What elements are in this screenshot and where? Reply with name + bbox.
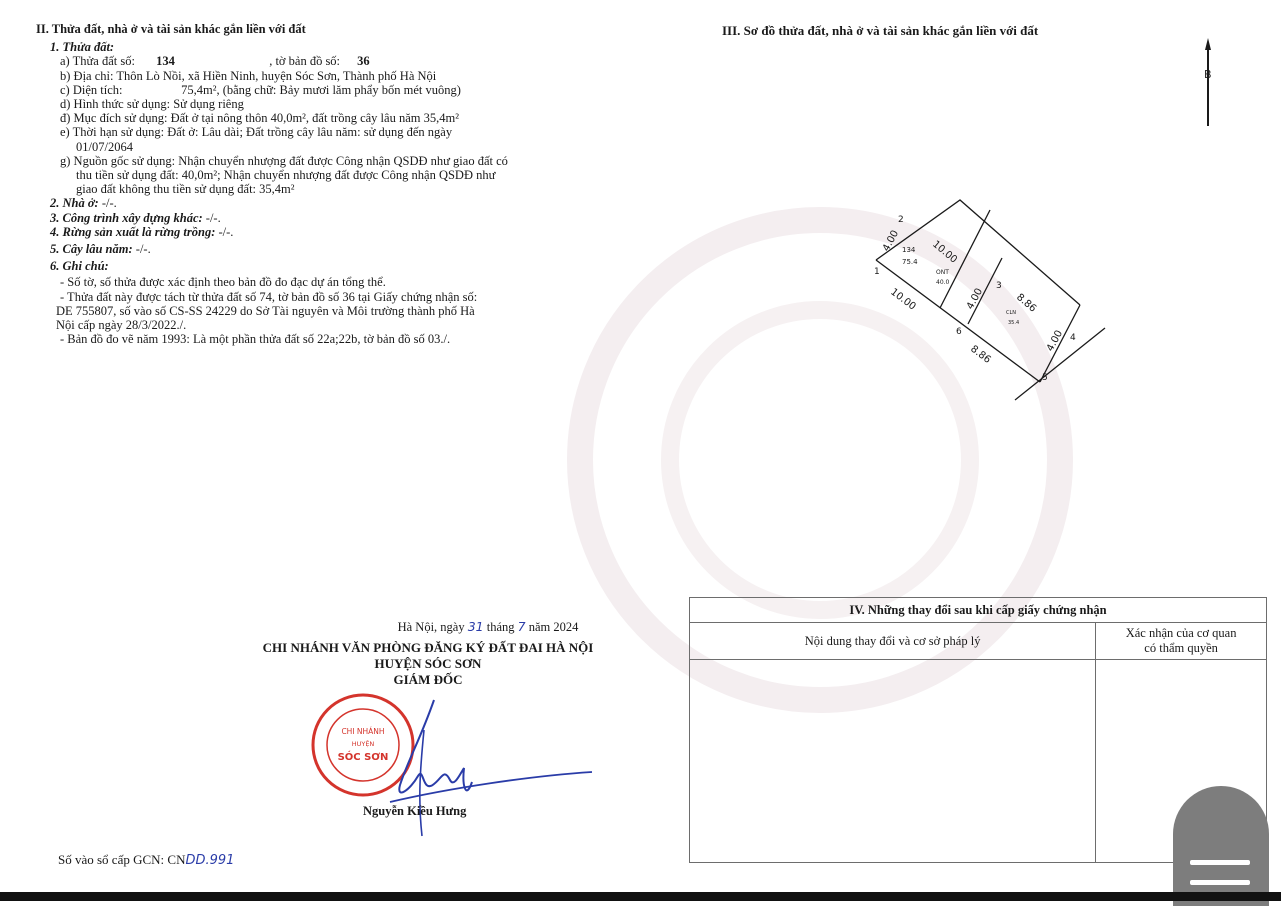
- area-label: c) Diện tích:: [60, 82, 123, 97]
- house-label: 2. Nhà ở:: [50, 196, 99, 211]
- signer-name: Nguyễn Kiều Hưng: [363, 804, 467, 818]
- col-change-content: Nội dung thay đổi và cơ sở pháp lý: [690, 623, 1096, 660]
- menu-icon-line-1: [1190, 860, 1250, 865]
- note-3: DE 755807, số vào số CS-SS 24229 do Sở Tài nguyên và Môi trường thành phố Hà: [56, 303, 475, 318]
- parcel-boundary-right: [1040, 305, 1080, 382]
- notes-heading: 6. Ghi chú:: [50, 259, 109, 274]
- map-sheet-value: 36: [357, 54, 370, 69]
- map-sheet-label: , tờ bản đồ số:: [269, 54, 341, 69]
- land-number-label: a) Thửa đất số:: [60, 54, 135, 69]
- perennial-label: 5. Cây lâu năm:: [50, 242, 133, 257]
- point-1: 1: [874, 267, 880, 277]
- col-confirmation: [1096, 623, 1267, 660]
- forest-row: [36, 225, 656, 239]
- house-row: [36, 196, 656, 210]
- note-5: - Bản đồ đo vẽ năm 1993: Là một phần thửa đất số 22a;22b, tờ bản đồ số 03./.: [60, 332, 451, 347]
- point-4: 4: [1070, 333, 1076, 343]
- month-label: tháng: [486, 620, 515, 634]
- role: GIÁM ĐỐC: [393, 672, 463, 687]
- forest-label: 4. Rừng sản xuất là rừng trồng:: [50, 224, 216, 239]
- menu-icon-line-2: [1190, 880, 1250, 885]
- usage-form: d) Hình thức sử dụng: Sử dụng riêng: [60, 97, 244, 112]
- land-number-value: 134: [156, 54, 175, 69]
- section-2: [36, 22, 656, 346]
- col-confirmation-line1: Xác nhận của cơ quan: [1125, 626, 1237, 640]
- place-date: [208, 619, 648, 635]
- floating-menu-button[interactable]: [1173, 786, 1269, 906]
- forest-value: -/-.: [215, 224, 234, 239]
- svg-text:SÓC SƠN: SÓC SƠN: [337, 752, 389, 763]
- dim-left: 4.00: [880, 228, 902, 254]
- registry-value: DD.991: [185, 853, 235, 868]
- construction-label: 3. Công trình xây dựng khác:: [50, 210, 203, 225]
- registry-row: [58, 852, 234, 868]
- dim-bottom: 10.00: [888, 286, 918, 313]
- land-number-row: [36, 54, 656, 68]
- org-line1: CHI NHÁNH VĂN PHÒNG ĐĂNG KÝ ĐẤT ĐAI HÀ NỘI: [262, 640, 594, 655]
- point-6: 6: [956, 327, 962, 337]
- note-2: - Thửa đất này được tách từ thửa đất số 74, tờ bản đồ số 36 tại Giấy chứng nhận số:: [60, 289, 478, 304]
- construction-value: -/-.: [202, 210, 221, 225]
- svg-text:CHI NHÁNH: CHI NHÁNH: [341, 727, 385, 736]
- usage-term-date: 01/07/2064: [76, 139, 133, 154]
- year-label: năm 2024: [528, 620, 579, 634]
- ont-code: ONT: [936, 269, 949, 276]
- land-heading: 1. Thửa đất:: [50, 40, 115, 55]
- date-day: 31: [467, 619, 484, 634]
- bottom-bar: [0, 892, 1281, 901]
- construction-row: [36, 211, 656, 225]
- org-line2: HUYỆN SÓC SƠN: [374, 656, 482, 671]
- cln-code: CLN: [1006, 310, 1017, 316]
- usage-purpose: đ) Mục đích sử dụng: Đất ở tại nông thôn 40,0m², đất trồng cây lâu năm 35,4m²: [60, 111, 459, 126]
- address: b) Địa chỉ: Thôn Lò Nồi, xã Hiền Ninh, huyện Sóc Sơn, Thành phố Hà Nội: [60, 68, 437, 83]
- note-4: Nội cấp ngày 28/3/2022./.: [56, 318, 187, 333]
- place-date-prefix: Hà Nội, ngày: [397, 620, 465, 634]
- change-content-cell[interactable]: [690, 660, 1096, 863]
- point-5: 5: [1042, 373, 1048, 383]
- area-value: 75,4m², (bằng chữ: Bảy mươi lăm phẩy bốn mét vuông): [181, 82, 461, 97]
- cln-area: 35.4: [1008, 320, 1020, 326]
- house-value: -/-.: [98, 196, 117, 211]
- dim-top: 10.00: [930, 238, 960, 266]
- perennial-value: -/-.: [132, 242, 151, 257]
- dim-bottom2: 8.86: [968, 343, 993, 366]
- point-2: 2: [898, 215, 904, 225]
- north-arrow: [1196, 38, 1220, 130]
- col-confirmation-line2: có thẩm quyền: [1144, 641, 1218, 655]
- dim-top2: 8.86: [1014, 291, 1039, 315]
- section-4-title: IV. Những thay đổi sau khi cấp giấy chứng nhận: [690, 598, 1267, 623]
- usage-term: e) Thời hạn sử dụng: Đất ở: Lâu dài; Đất trồng cây lâu năm: sử dụng đến ngày: [60, 125, 453, 140]
- parcel-area: 75.4: [902, 258, 918, 266]
- origin-line1: g) Nguồn gốc sử dụng: Nhận chuyển nhượng đất được Công nhận QSDĐ như giao đất có: [60, 153, 508, 168]
- dim-mid: 4.00: [964, 286, 986, 312]
- origin-line3: giao đất không thu tiền sử dụng đất: 35,4m²: [76, 182, 295, 197]
- section-3-title: III. Sơ đồ thửa đất, nhà ở và tài sản khác gắn liền với đất: [722, 23, 1039, 38]
- parcel-number: 134: [902, 246, 916, 254]
- point-3: 3: [996, 281, 1002, 291]
- date-month: 7: [517, 619, 526, 634]
- section-2-title: II. Thửa đất, nhà ở và tài sản khác gắn liền với đất: [36, 22, 306, 36]
- svg-text:HUYỆN: HUYỆN: [351, 740, 375, 748]
- area-row: [36, 83, 656, 97]
- perennial-row: [36, 242, 656, 256]
- signature-block: [208, 619, 648, 688]
- parcel-diagram: [840, 190, 1120, 410]
- registry-label: Số vào sổ cấp GCN: CN: [58, 852, 186, 867]
- ont-area: 40.0: [936, 279, 950, 286]
- note-1: - Số tờ, số thửa được xác định theo bản đồ đo đạc dự án tổng thể.: [60, 275, 386, 290]
- origin-line2: thu tiền sử dụng đất: 40,0m²; Nhận chuyển nhượng đất được Công nhận QSDĐ như: [76, 168, 496, 183]
- dim-right: 4.00: [1044, 328, 1066, 354]
- north-label: B: [1204, 68, 1212, 81]
